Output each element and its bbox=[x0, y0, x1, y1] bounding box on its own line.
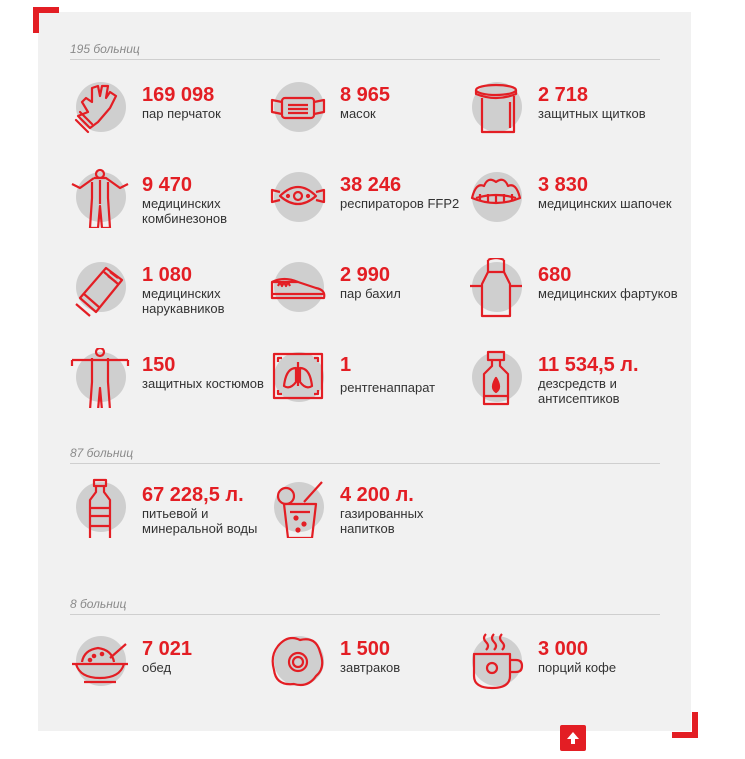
section-heading: 8 больниц bbox=[70, 597, 660, 615]
face-shield-icon bbox=[466, 78, 526, 138]
stat-number: 169 098 bbox=[142, 84, 215, 106]
stat-label: медицинских фартуков bbox=[538, 286, 678, 301]
stat-item bbox=[466, 78, 666, 148]
stat-item bbox=[268, 168, 468, 238]
stat-number: 1 500 bbox=[340, 638, 391, 660]
sleeve-icon bbox=[70, 258, 130, 318]
stat-item bbox=[466, 632, 666, 702]
stat-label: рентгенаппарат bbox=[340, 380, 436, 395]
arrow-up-icon bbox=[565, 730, 581, 746]
section-heading: 195 больниц bbox=[70, 42, 660, 60]
stat-label: завтраков bbox=[340, 660, 401, 675]
sanitizer-bottle-icon bbox=[466, 348, 526, 408]
stat-number: 2 718 bbox=[538, 84, 589, 106]
stat-label: порций кофе bbox=[538, 660, 617, 675]
stat-item bbox=[70, 258, 270, 328]
gloves-icon bbox=[70, 78, 130, 138]
stat-number: 9 470 bbox=[142, 174, 193, 196]
medical-cap-icon bbox=[466, 168, 526, 228]
stat-label: защитных щитков bbox=[538, 106, 646, 121]
stat-label: респираторов FFP2 bbox=[340, 196, 460, 211]
soda-glass-icon bbox=[268, 478, 328, 538]
stat-label: масок bbox=[340, 106, 376, 121]
stat-number: 7 021 bbox=[142, 638, 193, 660]
stat-label: газированных напитков bbox=[340, 506, 424, 536]
stat-label: медицинских шапочек bbox=[538, 196, 672, 211]
shoe-cover-icon bbox=[268, 258, 328, 318]
stat-item bbox=[268, 632, 468, 702]
stat-number: 11 534,5 л. bbox=[538, 354, 639, 376]
scroll-to-top-button[interactable] bbox=[560, 725, 586, 751]
stat-item bbox=[268, 78, 468, 148]
stat-number: 8 965 bbox=[340, 84, 391, 106]
lunch-plate-icon bbox=[70, 632, 130, 692]
stat-label: обед bbox=[142, 660, 172, 675]
stat-item bbox=[70, 168, 270, 238]
stat-item bbox=[268, 258, 468, 328]
stat-item bbox=[268, 478, 468, 548]
stat-label: дезсредств и антисептиков bbox=[538, 376, 620, 406]
stat-number: 150 bbox=[142, 354, 176, 376]
stat-label: пар перчаток bbox=[142, 106, 221, 121]
stat-item bbox=[268, 348, 468, 418]
stat-item bbox=[466, 168, 672, 238]
stat-item bbox=[70, 78, 270, 148]
section-heading: 87 больниц bbox=[70, 446, 660, 464]
protective-suit-icon bbox=[70, 348, 130, 408]
stat-number: 1 080 bbox=[142, 264, 193, 286]
stat-label: защитных костюмов bbox=[142, 376, 264, 391]
stat-label: медицинских нарукавников bbox=[142, 286, 225, 316]
water-bottle-icon bbox=[70, 478, 130, 538]
stat-label: пар бахил bbox=[340, 286, 401, 301]
fried-egg-icon bbox=[268, 632, 328, 692]
coverall-icon bbox=[70, 168, 130, 228]
respirator-icon bbox=[268, 168, 328, 228]
stat-number: 3 000 bbox=[538, 638, 589, 660]
corner-accent-bottom-right bbox=[672, 712, 698, 738]
stat-item bbox=[466, 258, 678, 328]
stat-number: 4 200 л. bbox=[340, 484, 414, 506]
stat-item bbox=[70, 348, 270, 418]
stat-number: 38 246 bbox=[340, 174, 402, 196]
stat-number: 2 990 bbox=[340, 264, 391, 286]
mask-icon bbox=[268, 78, 328, 138]
stat-item bbox=[70, 632, 270, 702]
stat-number: 3 830 bbox=[538, 174, 589, 196]
corner-accent-top-left bbox=[33, 7, 59, 33]
xray-icon bbox=[268, 348, 328, 408]
stat-item bbox=[466, 348, 666, 418]
stat-label: питьевой и минеральной воды bbox=[142, 506, 258, 536]
apron-icon bbox=[466, 258, 526, 318]
stat-label: медицинских комбинезонов bbox=[142, 196, 228, 226]
coffee-cup-icon bbox=[466, 632, 526, 692]
stat-item bbox=[70, 478, 270, 568]
stat-number: 67 228,5 л. bbox=[142, 484, 244, 506]
stat-number: 680 bbox=[538, 264, 572, 286]
stat-number: 1 bbox=[340, 354, 352, 376]
